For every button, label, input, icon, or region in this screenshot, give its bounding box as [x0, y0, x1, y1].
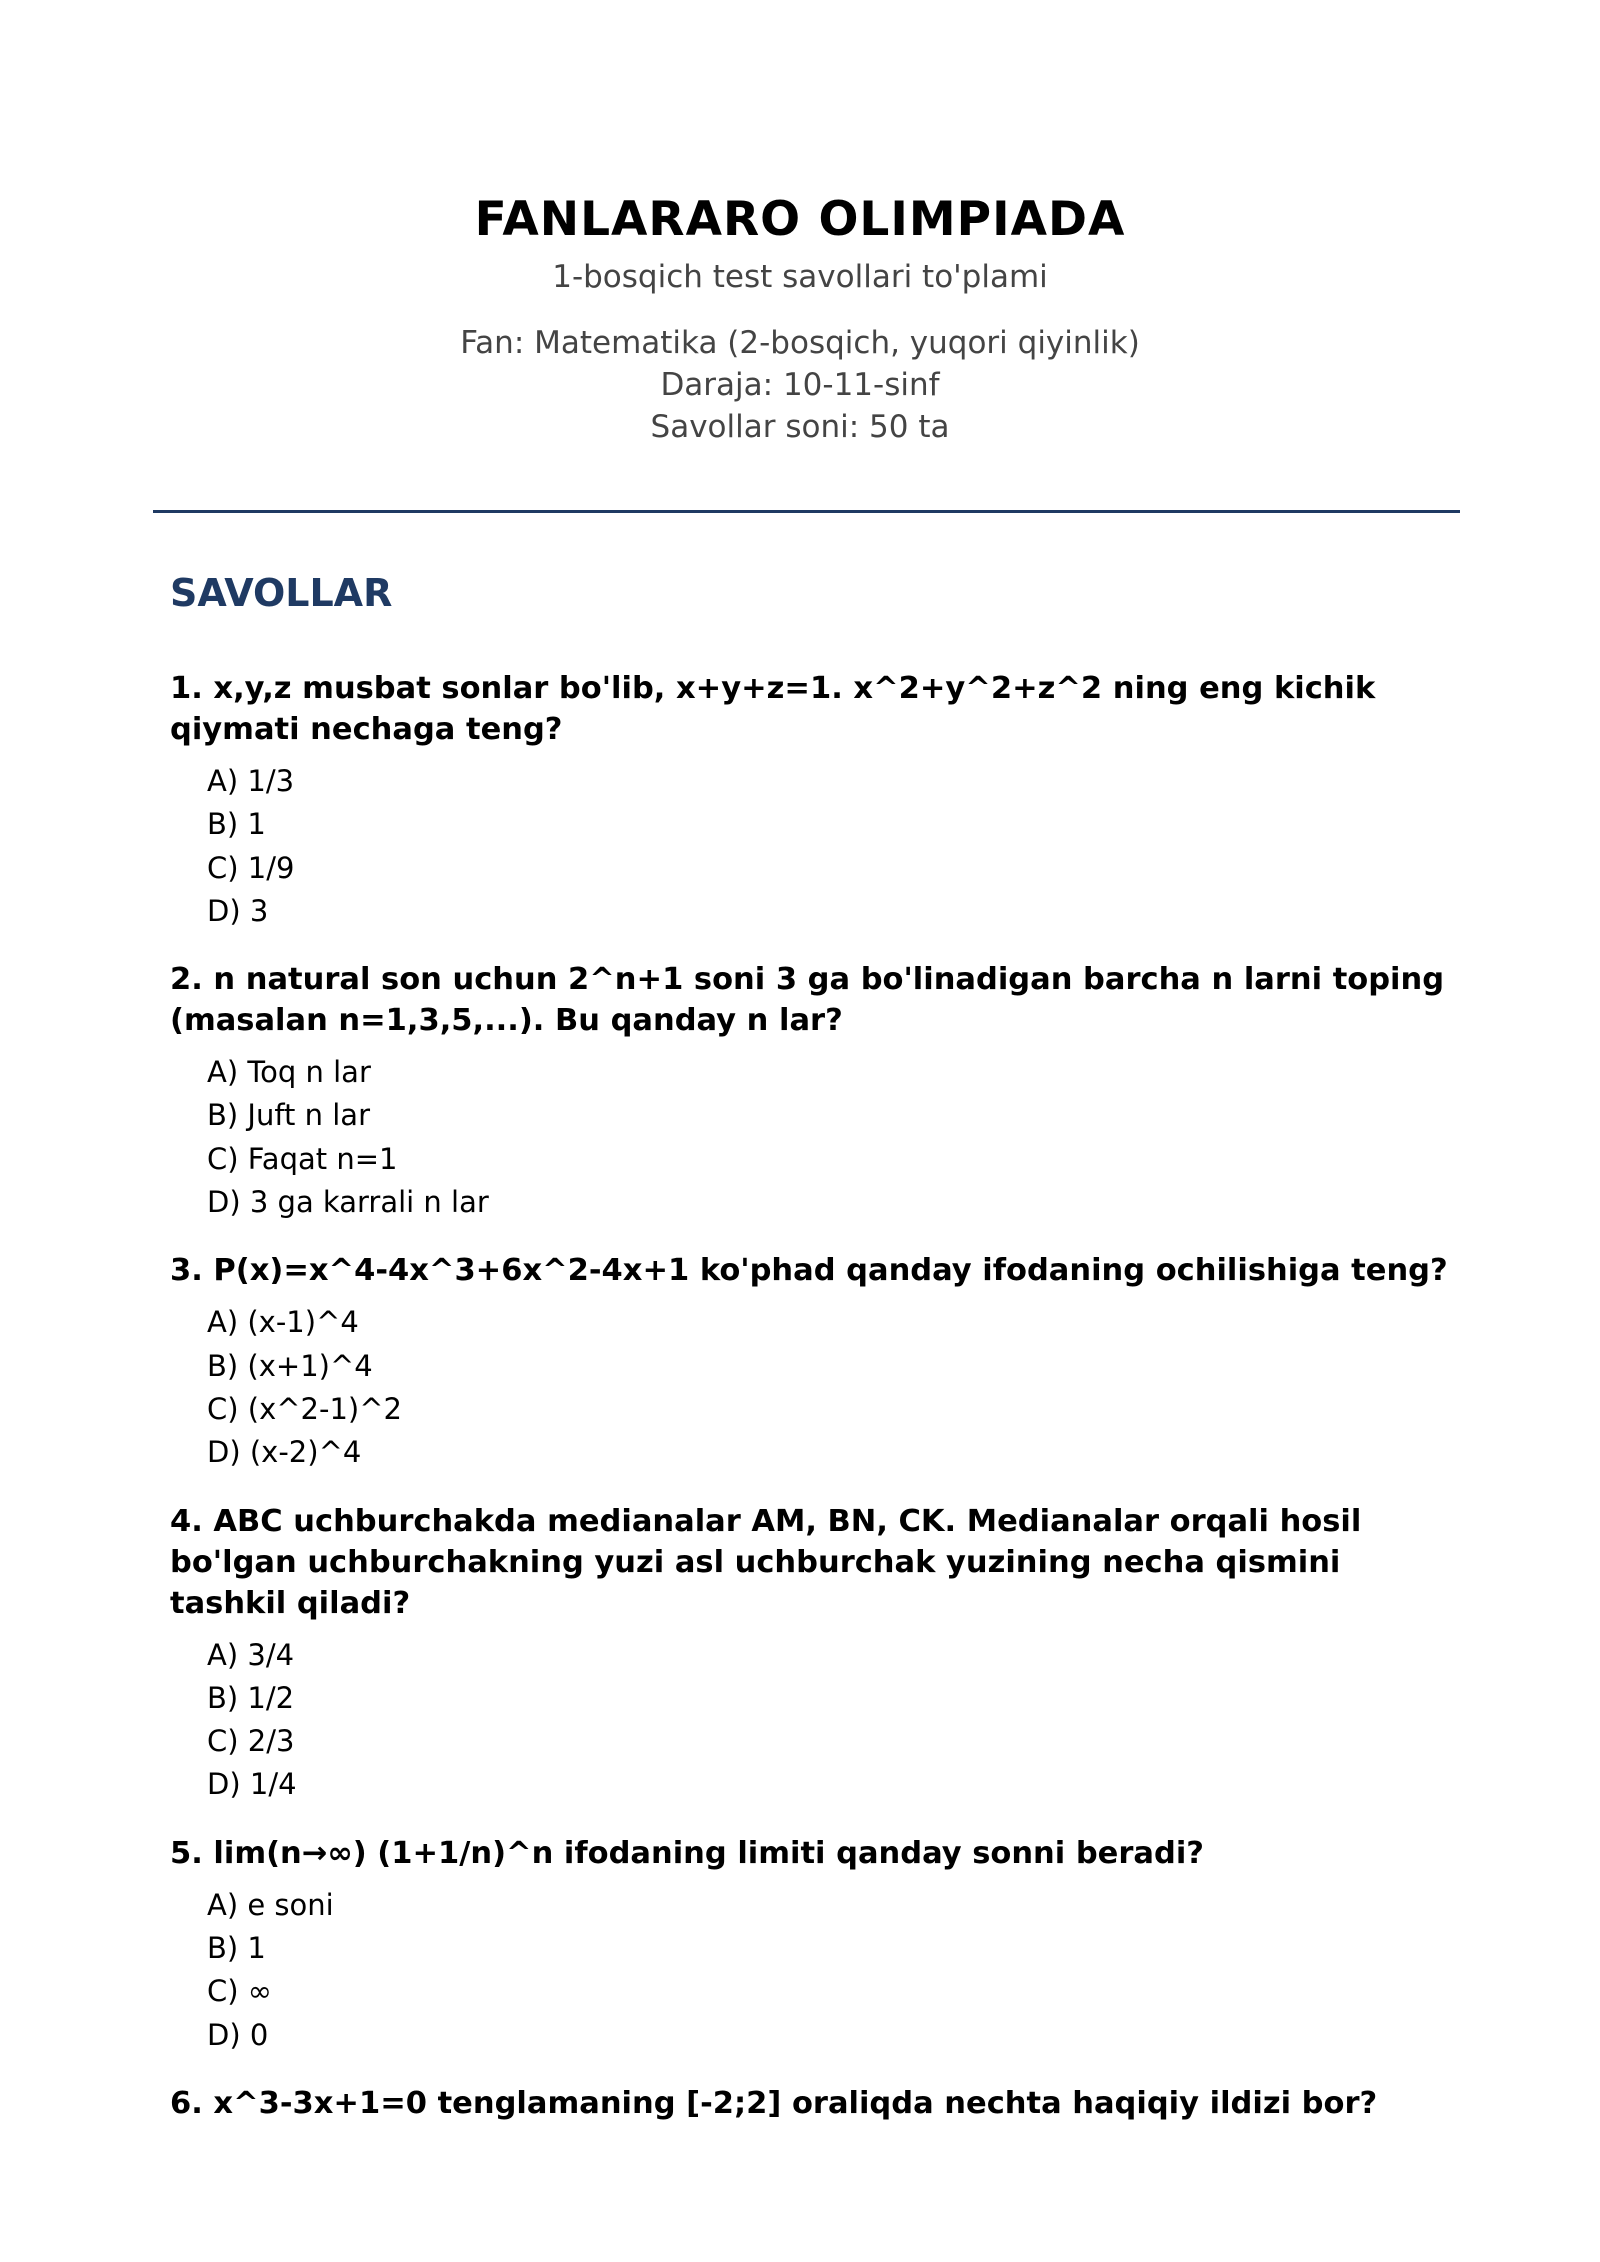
document-meta: [0, 322, 1600, 448]
answer-option: C) (x^2-1)^2: [207, 1391, 402, 1426]
section-heading: SAVOLLAR: [170, 571, 393, 615]
question-list: [170, 668, 1460, 2150]
answer-option: A) (x-1)^4: [207, 1305, 359, 1340]
question-text: 1. x,y,z musbat sonlar bo'lib, x+y+z=1. x^2+y^2+z^2 ning eng kichik qiymati nechaga teng?: [170, 671, 1376, 747]
question-item: [170, 668, 1460, 933]
answer-option: A) 1/3: [207, 764, 295, 798]
answer-option: C) ∞: [207, 1974, 272, 2009]
answer-option: A) Toq n lar: [207, 1055, 371, 1090]
answer-option: C) 2/3: [207, 1724, 295, 1759]
question-text: 5. lim(n→∞) (1+1/n)^n ifodaning limiti qanday sonni beradi?: [170, 1835, 1204, 1871]
answer-option: D) (x-2)^4: [207, 1435, 362, 1470]
answer-option: D) 0: [207, 2017, 269, 2052]
question-item: [170, 1250, 1460, 1474]
question-item: [170, 1833, 1460, 2057]
question-item: [170, 2083, 1460, 2124]
answer-option: A) e soni: [207, 1887, 334, 1922]
answer-option: B) Juft n lar: [207, 1098, 370, 1133]
question-text: 4. ABC uchburchakda medianalar AM, BN, CK. Medianalar orqali hosil bo'lgan uchburchakning yuzi asl uchburchak yuzining necha qismini tashkil qiladi?: [170, 1503, 1362, 1621]
answer-option: B) 1/2: [207, 1680, 295, 1715]
header-divider: [153, 510, 1460, 513]
question-text: 2. n natural son uchun 2^n+1 soni 3 ga bo'linadigan barcha n larni toping (masalan n=1,3,5,...). Bu qanday n lar?: [170, 962, 1445, 1039]
answer-options: [170, 1884, 1460, 2057]
answer-options: [170, 1301, 1460, 1474]
question-item: [170, 1501, 1460, 1807]
answer-options: [170, 760, 1460, 933]
answer-option: A) 3/4: [207, 1637, 295, 1672]
document-header: [0, 190, 1600, 448]
answer-option: C) Faqat n=1: [207, 1141, 398, 1176]
answer-options: [170, 1634, 1460, 1807]
question-text: 3. P(x)=x^4-4x^3+6x^2-4x+1 ko'phad qanday ifodaning ochilishiga teng?: [170, 1253, 1448, 1289]
level-line: Daraja: 10-11-sinf: [660, 367, 940, 403]
subject-line: Fan: Matematika (2-bosqich, yuqori qiyinlik): [460, 325, 1140, 361]
answer-option: D) 3: [207, 893, 269, 928]
document-subtitle: 1-bosqich test savollari to'plami: [552, 259, 1048, 295]
answer-option: B) (x+1)^4: [207, 1348, 373, 1383]
question-text: 6. x^3-3x+1=0 tenglamaning [-2;2] oraliqda nechta haqiqiy ildizi bor?: [170, 2085, 1378, 2121]
document-title: FANLARARO OLIMPIADA: [474, 192, 1126, 247]
answer-option: D) 3 ga karrali n lar: [207, 1185, 489, 1220]
answer-option: C) 1/9: [207, 850, 295, 885]
answer-options: [170, 1051, 1460, 1224]
answer-option: B) 1: [207, 807, 266, 842]
answer-option: B) 1: [207, 1931, 266, 1966]
question-count-line: Savollar soni: 50 ta: [650, 409, 950, 445]
answer-option: D) 1/4: [207, 1767, 297, 1802]
question-item: [170, 959, 1460, 1224]
